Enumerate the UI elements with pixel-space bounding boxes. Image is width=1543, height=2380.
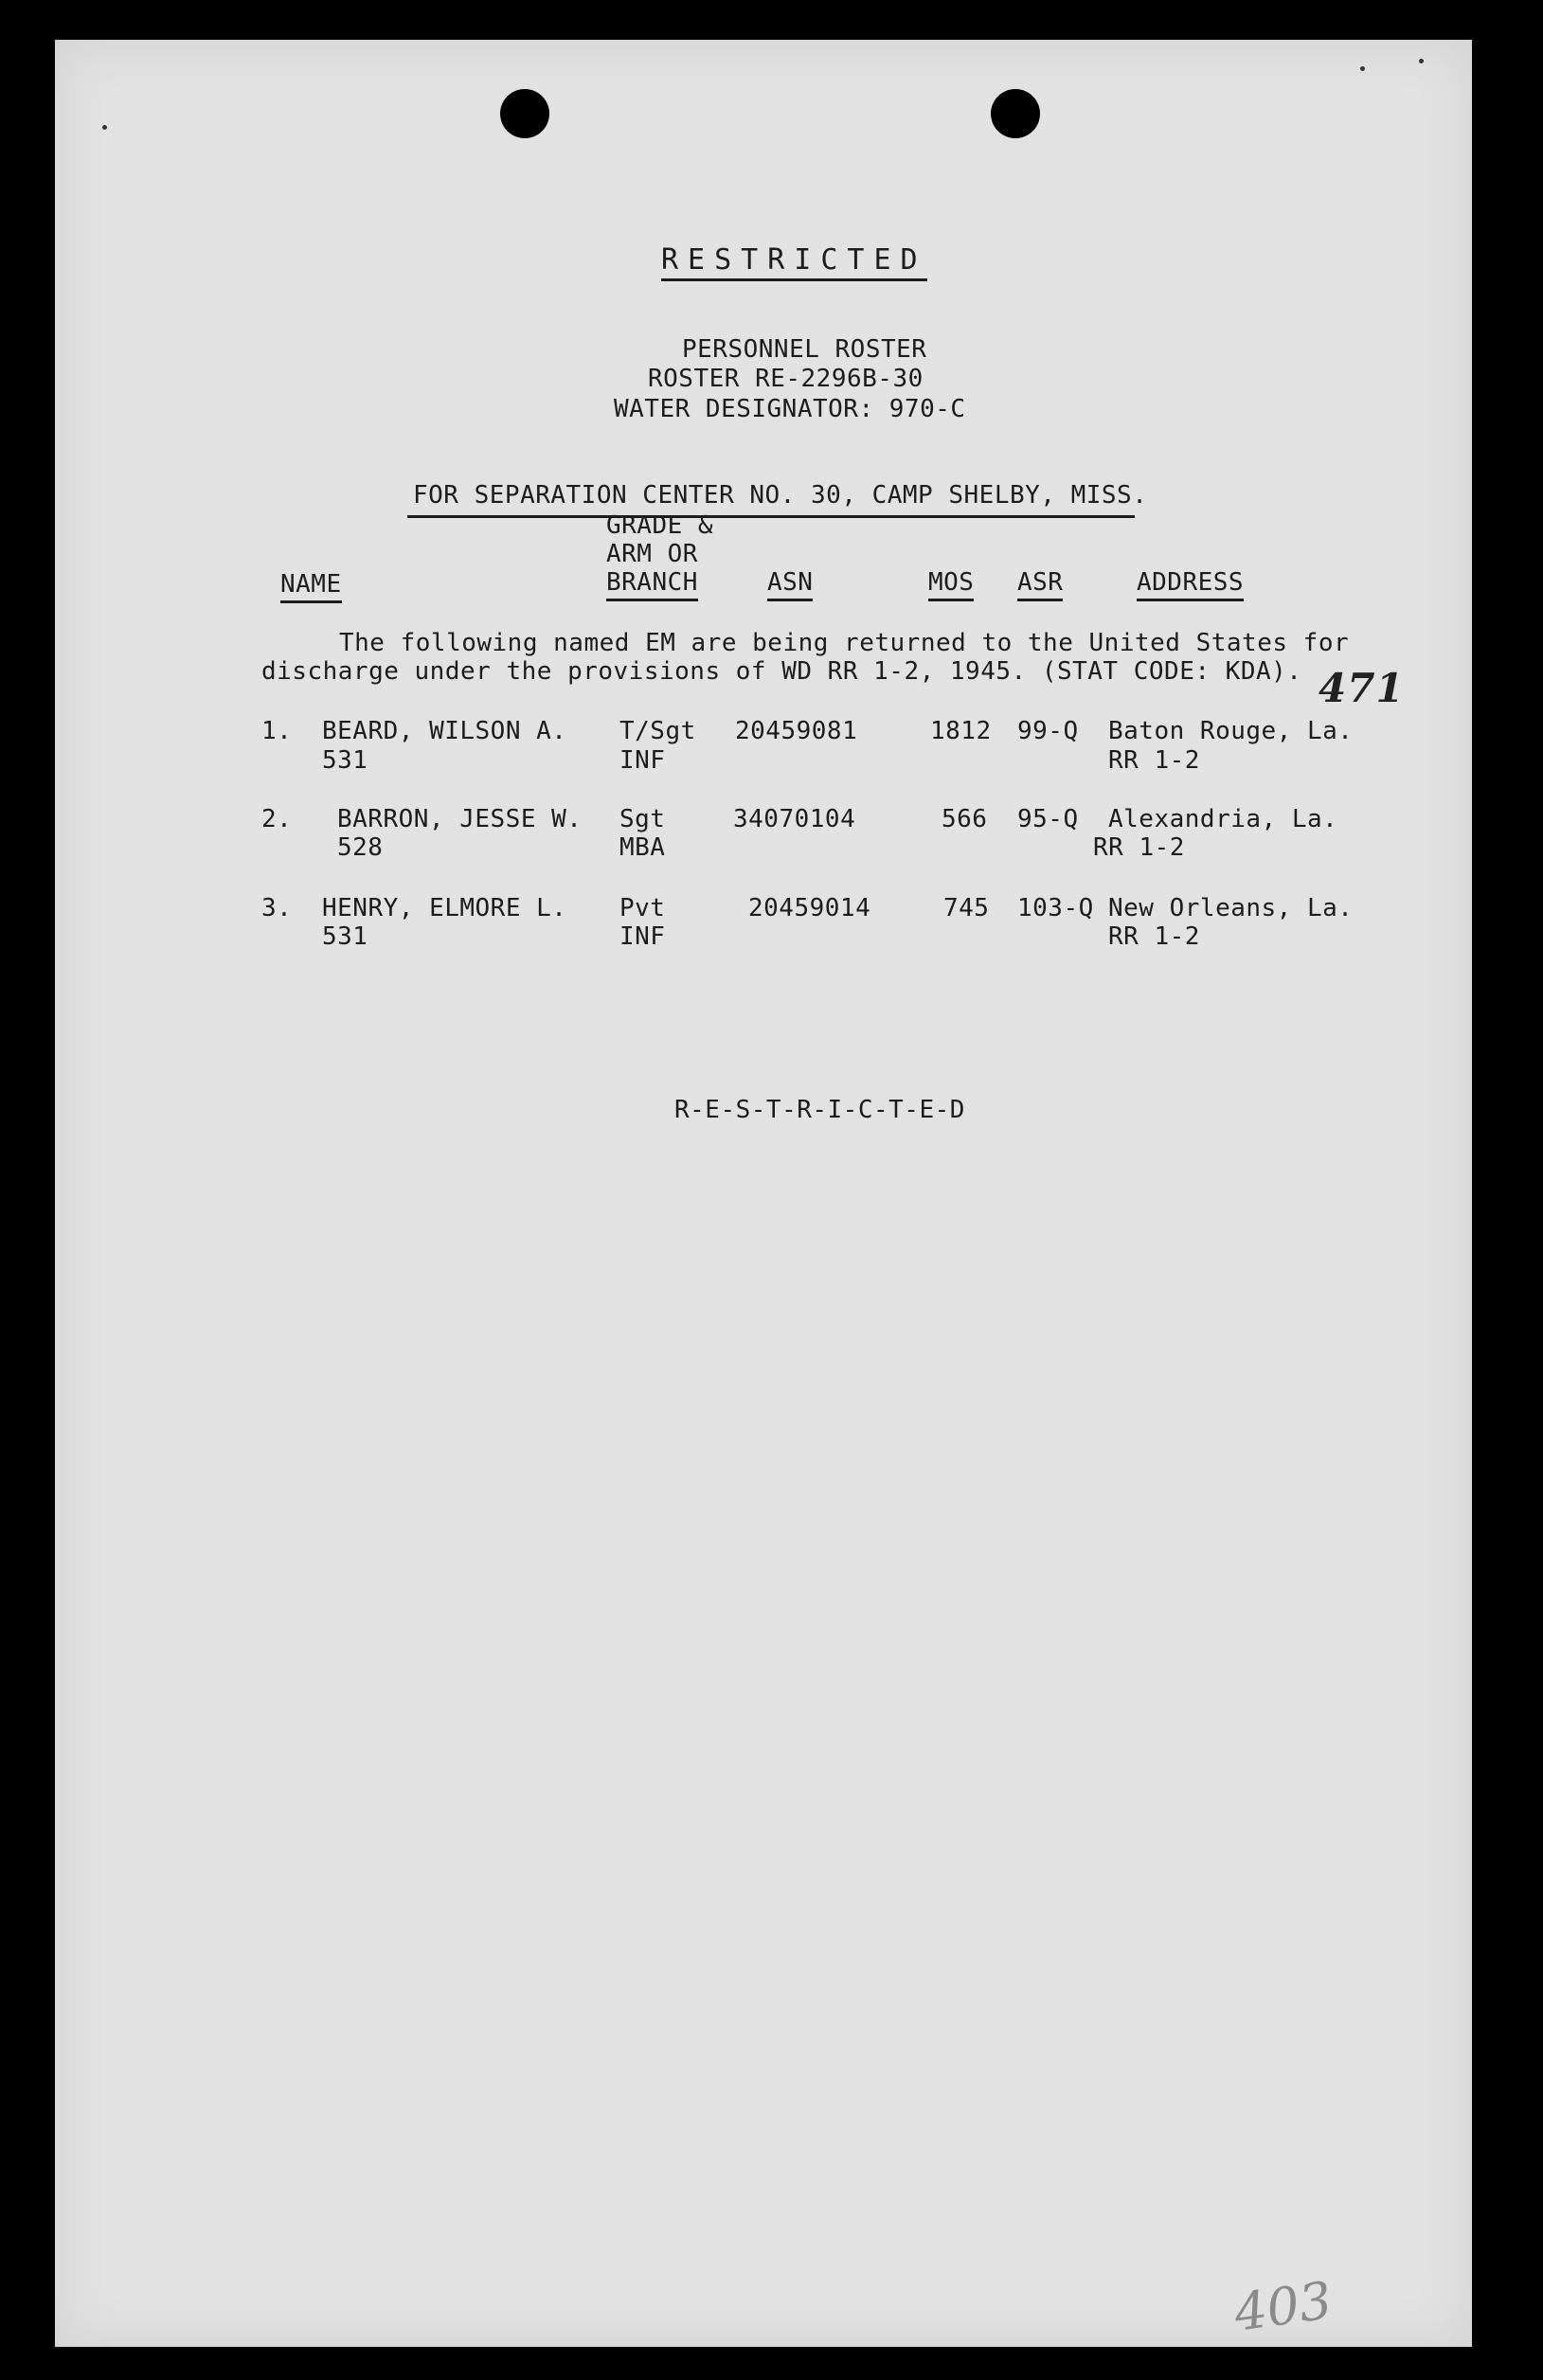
col-grade-2: ARM OR: [606, 540, 698, 568]
row-city: Baton Rouge, La.: [1108, 717, 1354, 745]
row-code: 531: [322, 922, 368, 951]
row-rr: RR 1-2: [1108, 922, 1200, 951]
col-name: NAME: [280, 570, 342, 603]
row-grade: Pvt: [619, 894, 666, 922]
punch-hole-left: [500, 89, 549, 138]
row-code: 528: [337, 833, 384, 862]
punch-hole-right: [991, 89, 1040, 138]
roster-title: PERSONNEL ROSTER: [682, 335, 927, 364]
row-grade: Sgt: [619, 805, 666, 833]
intro-line-1: The following named EM are being returned to the United States for: [339, 629, 1350, 657]
row-branch: MBA: [619, 833, 666, 862]
document-page: [55, 40, 1472, 2347]
roster-number: ROSTER RE-2296B-30: [648, 365, 924, 393]
row-name: BEARD, WILSON A.: [322, 717, 567, 745]
row-city: Alexandria, La.: [1108, 805, 1338, 833]
stamp-number: 471: [1319, 665, 1405, 711]
row-asr: 103-Q: [1017, 894, 1094, 922]
row-name: HENRY, ELMORE L.: [322, 894, 567, 922]
row-number: 2.: [261, 805, 293, 833]
pencil-page-note: 403: [1230, 2270, 1336, 2343]
row-code: 531: [322, 746, 368, 775]
col-asr: ASR: [1017, 568, 1063, 601]
row-asr: 99-Q: [1017, 717, 1079, 745]
row-branch: INF: [619, 922, 666, 951]
row-branch: INF: [619, 746, 666, 775]
intro-line-2: discharge under the provisions of WD RR 1-2, 1945. (STAT CODE: KDA).: [261, 657, 1302, 686]
col-mos: MOS: [928, 568, 974, 601]
row-asn: 34070104: [733, 805, 856, 833]
footer-classification: R-E-S-T-R-I-C-T-E-D: [674, 1096, 965, 1124]
row-asn: 20459081: [735, 717, 858, 745]
row-mos: 1812: [930, 717, 992, 745]
classification-title: RESTRICTED: [661, 243, 927, 281]
col-grade-1: GRADE &: [606, 511, 714, 540]
row-number: 1.: [261, 717, 293, 745]
row-city: New Orleans, La.: [1108, 894, 1354, 922]
speck: [102, 125, 107, 130]
speck: [1419, 59, 1424, 63]
row-number: 3.: [261, 894, 293, 922]
row-mos: 745: [943, 894, 990, 922]
row-asr: 95-Q: [1017, 805, 1079, 833]
col-address: ADDRESS: [1137, 568, 1244, 601]
row-grade: T/Sgt: [619, 717, 696, 745]
separation-center-underline: [407, 515, 1135, 518]
row-asn: 20459014: [748, 894, 871, 922]
row-rr: RR 1-2: [1093, 833, 1185, 862]
separation-center: FOR SEPARATION CENTER NO. 30, CAMP SHELBY, MISS.: [413, 481, 1148, 510]
row-name: BARRON, JESSE W.: [337, 805, 583, 833]
col-asn: ASN: [767, 568, 813, 601]
water-designator: WATER DESIGNATOR: 970-C: [614, 395, 966, 423]
col-grade-3: BRANCH: [606, 568, 698, 601]
row-rr: RR 1-2: [1108, 746, 1200, 775]
speck: [1360, 66, 1365, 71]
row-mos: 566: [942, 805, 988, 833]
